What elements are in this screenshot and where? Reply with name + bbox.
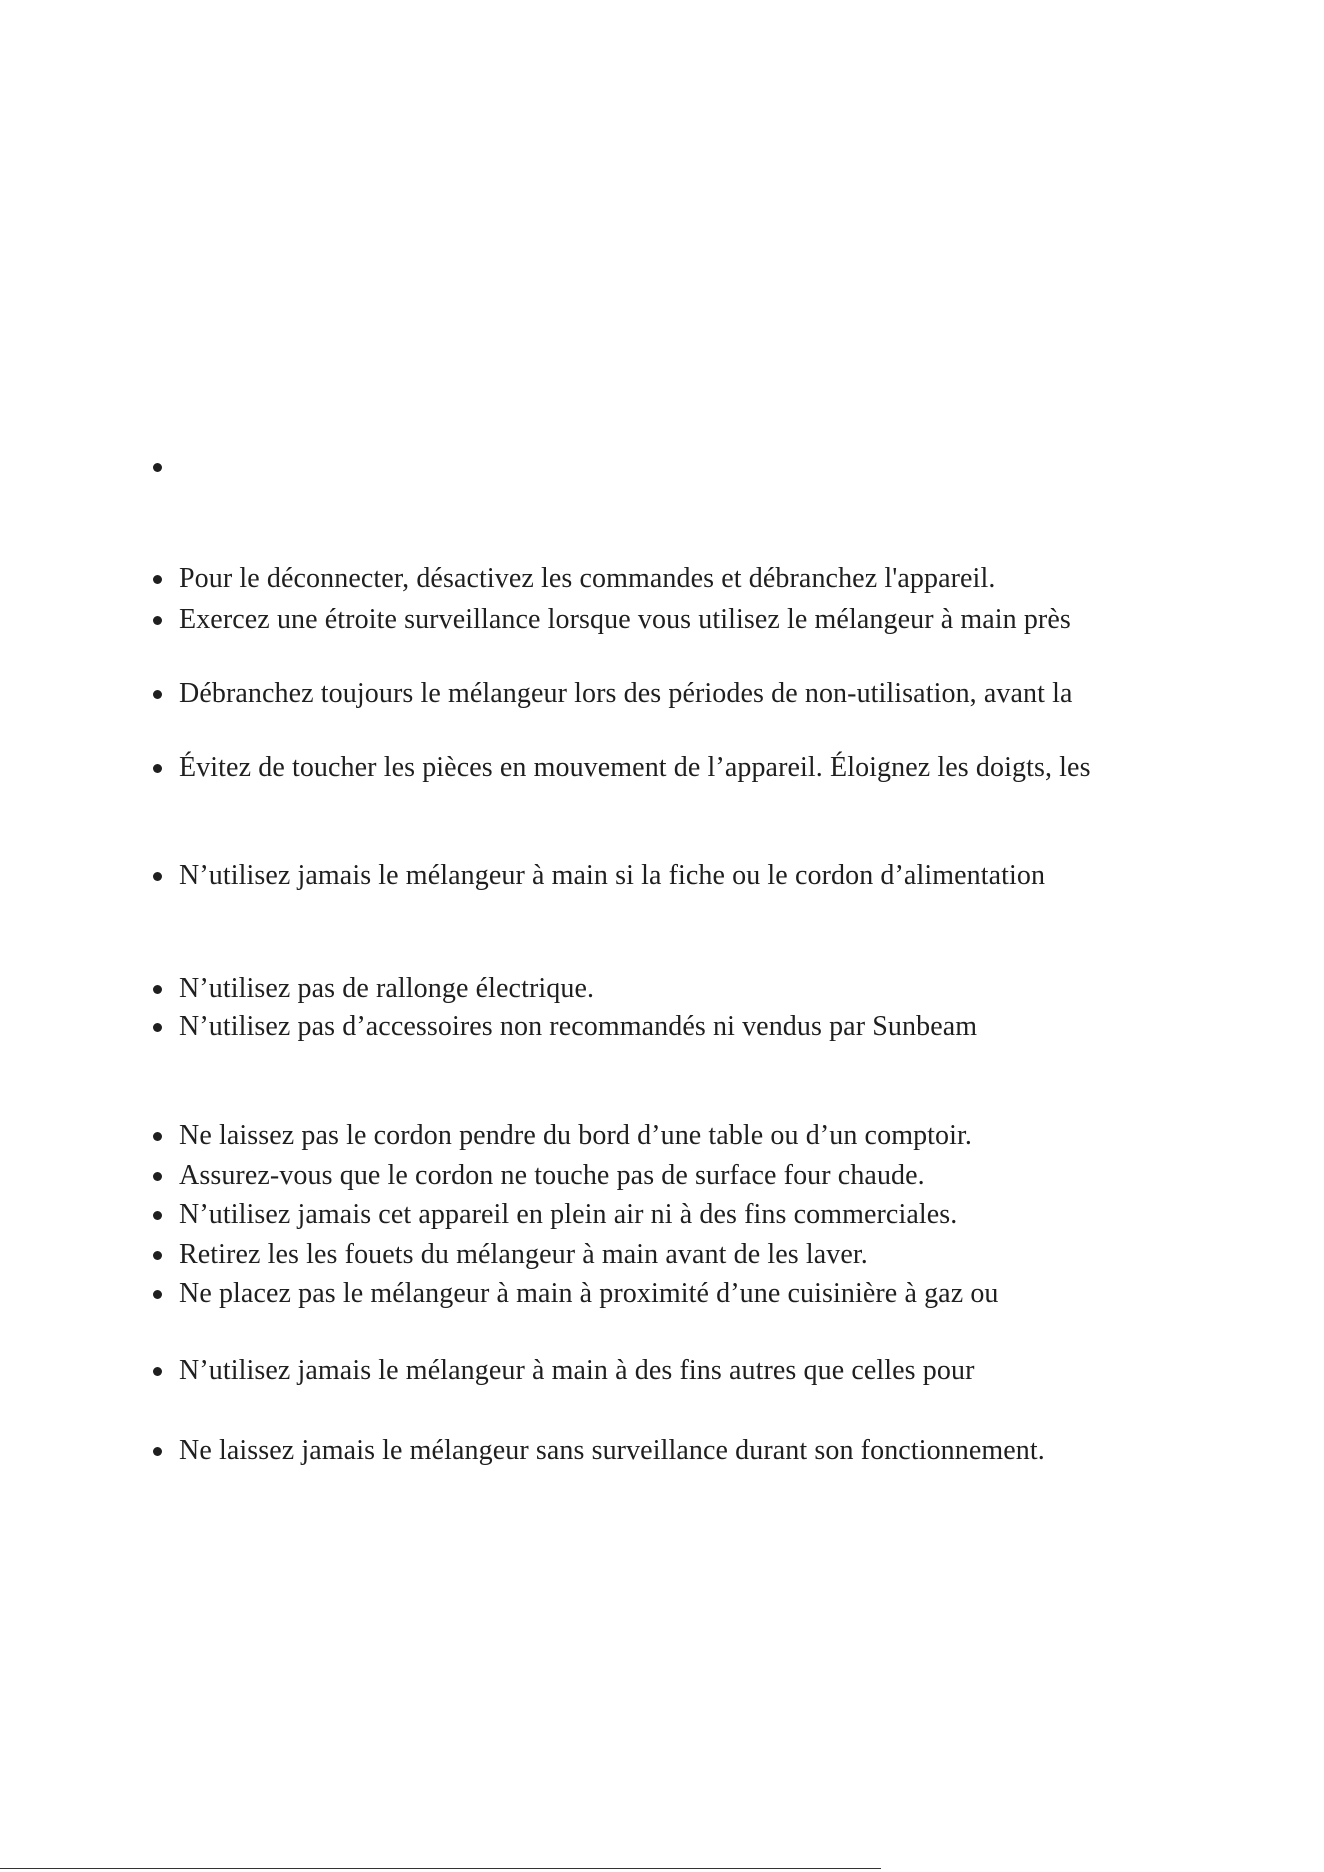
list-item <box>153 679 1073 709</box>
list-item-text: Ne laissez pas le cordon pendre du bord d’une table ou d’un comptoir. <box>179 1120 973 1151</box>
bullet-dot <box>153 985 162 994</box>
bullet-dot <box>153 1447 162 1456</box>
list-item-text: Assurez-vous que le cordon ne touche pas de surface four chaude. <box>179 1160 925 1191</box>
list-item <box>153 861 1045 891</box>
bullet-dot <box>153 616 162 625</box>
list-item <box>153 564 995 594</box>
list-item <box>153 1161 925 1191</box>
list-item-text: Retirez les les fouets du mélangeur à main avant de les laver. <box>179 1239 868 1270</box>
list-item-text: Ne laissez jamais le mélangeur sans surveillance durant son fonctionnement. <box>179 1435 1045 1466</box>
bullet-dot <box>153 1172 162 1181</box>
list-item <box>153 753 1091 783</box>
bullet-dot <box>153 690 162 699</box>
list-item-text: Débranchez toujours le mélangeur lors des périodes de non-utilisation, avant la <box>179 678 1073 709</box>
list-item-text: N’utilisez pas de rallonge électrique. <box>179 973 595 1004</box>
list-item-text: N’utilisez jamais le mélangeur à main si la fiche ou le cordon d’alimentation <box>179 860 1046 891</box>
list-item <box>153 452 179 482</box>
list-item <box>153 974 594 1004</box>
list-item-text: N’utilisez jamais cet appareil en plein air ni à des fins commerciales. <box>179 1199 958 1230</box>
bullet-dot <box>153 1132 162 1141</box>
list-item <box>153 605 1071 635</box>
list-item-text: Ne placez pas le mélangeur à main à proximité d’une cuisinière à gaz ou <box>179 1278 999 1309</box>
bullet-dot <box>153 1251 162 1260</box>
bullet-dot <box>153 1023 162 1032</box>
bullet-dot <box>153 575 162 584</box>
list-item-text: N’utilisez pas d’accessoires non recommandés ni vendus par Sunbeam <box>179 1011 978 1042</box>
list-item-text: Évitez de toucher les pièces en mouvement de l’appareil. Éloignez les doigts, les <box>179 752 1091 783</box>
bullet-dot <box>153 1211 162 1220</box>
list-item <box>153 1121 972 1151</box>
list-item <box>153 1279 999 1309</box>
list-item <box>153 1012 977 1042</box>
bullet-dot <box>153 1367 162 1376</box>
list-item <box>153 1356 975 1386</box>
bullet-dot <box>153 764 162 773</box>
list-item-text: Pour le déconnecter, désactivez les commandes et débranchez l'appareil. <box>179 563 996 594</box>
list-item <box>153 1200 957 1230</box>
list-item-text: N’utilisez jamais le mélangeur à main à des fins autres que celles pour <box>179 1355 975 1386</box>
bottom-rule <box>0 1868 881 1869</box>
list-item <box>153 1240 868 1270</box>
bullet-dot <box>153 872 162 881</box>
bullet-dot <box>153 1290 162 1299</box>
bullet-dot <box>153 463 162 472</box>
list-item-text: Exercez une étroite surveillance lorsque vous utilisez le mélangeur à main près <box>179 604 1071 635</box>
list-item <box>153 1436 1045 1466</box>
